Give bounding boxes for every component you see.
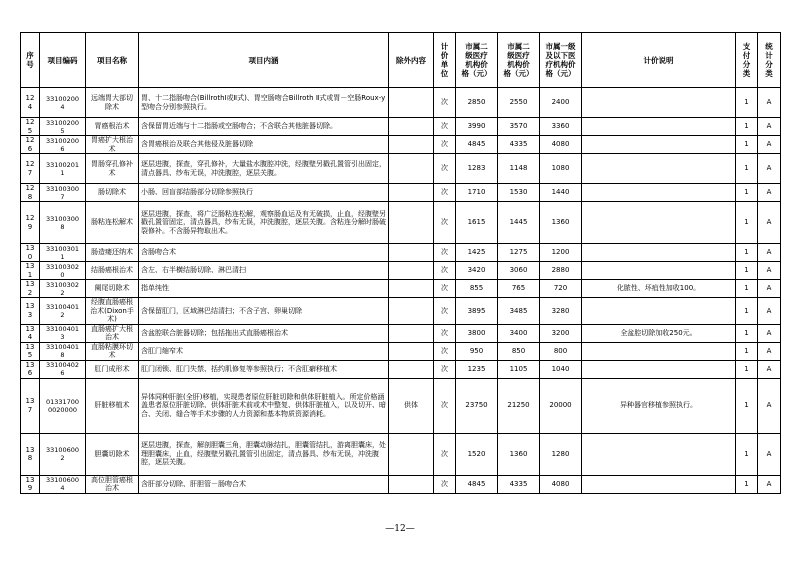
row-exclude (389, 433, 434, 475)
row-pay-class: 1 (736, 324, 758, 342)
row-price-3: 2880 (540, 262, 582, 280)
row-code: 33100402 6 (40, 360, 86, 378)
row-stat-class: A (758, 342, 781, 360)
table-row (21, 360, 781, 378)
row-content: 含保留胃近端与十二指肠或空肠吻合；不含联合其他脏器切除。 (139, 118, 389, 136)
table-row (21, 342, 781, 360)
row-exclude (389, 342, 434, 360)
row-content: 含盆腔联合脏器切除；包括拖出式直肠癌根治术 (139, 324, 389, 342)
row-stat-class: A (758, 136, 781, 154)
row-code: 01331700 0020000 (40, 378, 86, 433)
row-name: 阑尾切除术 (86, 280, 139, 298)
row-unit: 次 (434, 433, 456, 475)
row-name: 直肠粘膜环切术 (86, 342, 139, 360)
row-price-1: 3990 (456, 118, 498, 136)
row-seq: 13 2 (21, 280, 40, 298)
row-unit: 次 (434, 298, 456, 325)
row-code: 33100200 5 (40, 118, 86, 136)
row-price-3: 20000 (540, 378, 582, 433)
row-name: 经腹直肠癌根治术(Dixon手术) (86, 298, 139, 325)
row-pay-class: 1 (736, 244, 758, 262)
row-price-3: 4080 (540, 475, 582, 493)
row-price-2: 3570 (498, 118, 540, 136)
row-pay-class: 1 (736, 154, 758, 184)
row-exclude (389, 280, 434, 298)
row-note (582, 202, 736, 244)
row-seq: 12 9 (21, 202, 40, 244)
row-pay-class: 1 (736, 475, 758, 493)
row-pay-class: 1 (736, 298, 758, 325)
row-unit: 次 (434, 360, 456, 378)
row-price-1: 4845 (456, 136, 498, 154)
row-seq: 13 6 (21, 360, 40, 378)
row-note (582, 118, 736, 136)
row-name: 肝脏移植术 (86, 378, 139, 433)
row-exclude (389, 136, 434, 154)
row-code: 33100302 0 (40, 262, 86, 280)
row-price-1: 950 (456, 342, 498, 360)
row-price-3: 1360 (540, 202, 582, 244)
row-price-3: 3280 (540, 298, 582, 325)
row-price-2: 1148 (498, 154, 540, 184)
row-content: 逐层进腹，探查，解剖胆囊三角，胆囊动脉结扎，胆囊管结扎，游离胆囊床，处理胆囊床，止血，经腹壁另戳孔置管引出固定，清点器具、纱布无误，冲洗腹腔，逐层关腹。 (139, 433, 389, 475)
price-table (20, 32, 781, 494)
row-exclude (389, 154, 434, 184)
row-unit: 次 (434, 118, 456, 136)
row-price-3: 1200 (540, 244, 582, 262)
row-price-1: 855 (456, 280, 498, 298)
row-pay-class: 1 (736, 433, 758, 475)
row-exclude (389, 262, 434, 280)
row-seq: 13 9 (21, 475, 40, 493)
row-price-2: 1360 (498, 433, 540, 475)
row-exclude (389, 184, 434, 202)
row-content: 异体同种肝脏(全肝)移植，实现患者原位肝脏切除和供体肝脏植入。所定价格涵盖患者原位肝脏切除、供体肝脏术前或术中整复、供体肝脏植入，以及切开、暗合、关闭、缝合等手术步骤的人力资源和基本物质资源消耗。 (139, 378, 389, 433)
column-header: 项目内涵 (139, 33, 389, 88)
page-number: —12— (385, 524, 415, 534)
row-price-3: 3360 (540, 118, 582, 136)
row-note (582, 360, 736, 378)
table-row (21, 280, 781, 298)
row-name: 胃癌根治术 (86, 118, 139, 136)
row-price-1: 3800 (456, 324, 498, 342)
row-price-3: 1040 (540, 360, 582, 378)
row-stat-class: A (758, 262, 781, 280)
row-price-1: 2850 (456, 88, 498, 118)
row-price-3: 2400 (540, 88, 582, 118)
row-code: 33100200 4 (40, 88, 86, 118)
table-row (21, 244, 781, 262)
row-content: 含保留肛门，区域淋巴结清扫；不含子宫、卵巢切除 (139, 298, 389, 325)
row-code: 33100201 1 (40, 154, 86, 184)
row-unit: 次 (434, 342, 456, 360)
row-seq: 12 6 (21, 136, 40, 154)
row-unit: 次 (434, 475, 456, 493)
row-price-2: 1275 (498, 244, 540, 262)
row-price-1: 1235 (456, 360, 498, 378)
column-header: 市属二 级医疗 机构价 格（元） (498, 33, 540, 88)
row-code: 33100401 3 (40, 324, 86, 342)
row-note: 全盆腔切除加收250元。 (582, 324, 736, 342)
row-content: 含肠吻合术 (139, 244, 389, 262)
table-row (21, 433, 781, 475)
row-seq: 13 4 (21, 324, 40, 342)
row-seq: 13 8 (21, 433, 40, 475)
row-price-3: 720 (540, 280, 582, 298)
row-price-2: 1530 (498, 184, 540, 202)
row-stat-class: A (758, 88, 781, 118)
row-unit: 次 (434, 378, 456, 433)
row-note (582, 88, 736, 118)
row-code: 33100301 1 (40, 244, 86, 262)
row-note (582, 184, 736, 202)
row-price-1: 1710 (456, 184, 498, 202)
row-stat-class: A (758, 154, 781, 184)
row-seq: 13 1 (21, 262, 40, 280)
row-pay-class: 1 (736, 118, 758, 136)
row-unit: 次 (434, 244, 456, 262)
row-content: 含左、右半横结肠切除、淋巴清扫 (139, 262, 389, 280)
row-stat-class: A (758, 202, 781, 244)
row-name: 肠造瘘还纳术 (86, 244, 139, 262)
row-price-3: 1080 (540, 154, 582, 184)
row-stat-class: A (758, 298, 781, 325)
row-name: 胆囊切除术 (86, 433, 139, 475)
column-header: 市属二 级医疗 机构价 格（元） (456, 33, 498, 88)
row-exclude (389, 118, 434, 136)
row-pay-class: 1 (736, 262, 758, 280)
row-price-3: 1440 (540, 184, 582, 202)
column-header: 除外内容 (389, 33, 434, 88)
table-row (21, 324, 781, 342)
row-seq: 12 7 (21, 154, 40, 184)
row-note (582, 244, 736, 262)
row-note: 化脓性、坏疽性加收100。 (582, 280, 736, 298)
row-price-2: 3060 (498, 262, 540, 280)
row-note (582, 136, 736, 154)
row-content: 含肝部分切除、肝胆管－肠吻合术 (139, 475, 389, 493)
row-price-3: 3200 (540, 324, 582, 342)
row-name: 肠粘连松解术 (86, 202, 139, 244)
row-note (582, 475, 736, 493)
row-name: 胃肠穿孔修补术 (86, 154, 139, 184)
row-price-2: 2550 (498, 88, 540, 118)
row-unit: 次 (434, 184, 456, 202)
row-pay-class: 1 (736, 136, 758, 154)
row-name: 胃癌扩大根治术 (86, 136, 139, 154)
row-stat-class: A (758, 360, 781, 378)
row-note (582, 154, 736, 184)
row-price-2: 3485 (498, 298, 540, 325)
row-name: 远端胃大部切除术 (86, 88, 139, 118)
row-pay-class: 1 (736, 88, 758, 118)
row-pay-class: 1 (736, 280, 758, 298)
table-row (21, 88, 781, 118)
row-code: 33100401 8 (40, 342, 86, 360)
table-row (21, 202, 781, 244)
table-row (21, 136, 781, 154)
table-body (21, 88, 781, 494)
row-unit: 次 (434, 154, 456, 184)
row-stat-class: A (758, 324, 781, 342)
column-header: 序 号 (21, 33, 40, 88)
table-row (21, 118, 781, 136)
column-header: 市属一级 及以下医 疗机构价 格（元） (540, 33, 582, 88)
row-stat-class: A (758, 280, 781, 298)
column-header: 项目名称 (86, 33, 139, 88)
row-price-2: 21250 (498, 378, 540, 433)
row-price-2: 3400 (498, 324, 540, 342)
row-price-2: 4335 (498, 475, 540, 493)
row-stat-class: A (758, 378, 781, 433)
row-seq: 12 5 (21, 118, 40, 136)
row-seq: 13 5 (21, 342, 40, 360)
row-content: 肛门闭锁、肛门失禁、括约肌修复等参照执行；不含肛癖移植术 (139, 360, 389, 378)
row-note: 异种器官移植参照执行。 (582, 378, 736, 433)
row-price-2: 1105 (498, 360, 540, 378)
row-content: 逐层进腹，探查，将广泛肠粘连松解，观察肠血运及有无破损，止血，经腹壁另戳孔置管固定，清点器具，纱布无误，冲洗腹腔，逐层关腹。含粘连分解时肠破裂修补。不含肠异物取出术。 (139, 202, 389, 244)
row-note (582, 298, 736, 325)
row-exclude: 供体 (389, 378, 434, 433)
row-price-2: 4335 (498, 136, 540, 154)
row-seq: 12 4 (21, 88, 40, 118)
row-price-2: 765 (498, 280, 540, 298)
row-unit: 次 (434, 262, 456, 280)
row-name: 高位胆管癌根治术 (86, 475, 139, 493)
price-table-container (20, 32, 780, 494)
row-stat-class: A (758, 244, 781, 262)
row-code: 33100600 2 (40, 433, 86, 475)
row-price-1: 1520 (456, 433, 498, 475)
row-price-1: 1425 (456, 244, 498, 262)
row-price-3: 800 (540, 342, 582, 360)
row-exclude (389, 324, 434, 342)
row-seq: 12 8 (21, 184, 40, 202)
row-pay-class: 1 (736, 360, 758, 378)
row-price-3: 1280 (540, 433, 582, 475)
row-name: 肠切除术 (86, 184, 139, 202)
row-exclude (389, 244, 434, 262)
row-note (582, 342, 736, 360)
row-content: 逐层进腹，探查，穿孔修补，大量盐水腹腔冲洗，经腹壁另戳孔置管引出固定，清点器具、纱布无误，冲洗腹腔，逐层关腹。 (139, 154, 389, 184)
row-stat-class: A (758, 118, 781, 136)
row-content: 胃、十二指肠吻合(BillrothⅠ或Ⅱ式)、胃空肠吻合Billroth Ⅱ式或胃－空肠Roux-y型吻合分别参照执行。 (139, 88, 389, 118)
row-unit: 次 (434, 280, 456, 298)
row-code: 33100300 7 (40, 184, 86, 202)
row-note (582, 433, 736, 475)
row-exclude (389, 475, 434, 493)
row-content: 含肛门缩窄术 (139, 342, 389, 360)
row-unit: 次 (434, 136, 456, 154)
table-row (21, 154, 781, 184)
row-stat-class: A (758, 433, 781, 475)
row-name: 结肠癌根治术 (86, 262, 139, 280)
row-seq: 13 3 (21, 298, 40, 325)
row-price-1: 23750 (456, 378, 498, 433)
row-unit: 次 (434, 324, 456, 342)
row-price-1: 1283 (456, 154, 498, 184)
table-row (21, 184, 781, 202)
row-exclude (389, 298, 434, 325)
row-seq: 13 7 (21, 378, 40, 433)
table-row (21, 475, 781, 493)
row-code: 33100200 6 (40, 136, 86, 154)
row-exclude (389, 88, 434, 118)
row-name: 直肠癌扩大根治术 (86, 324, 139, 342)
row-pay-class: 1 (736, 342, 758, 360)
row-content: 小肠、回盲部结肠部分切除参照执行 (139, 184, 389, 202)
row-unit: 次 (434, 88, 456, 118)
column-header: 项目编码 (40, 33, 86, 88)
row-unit: 次 (434, 202, 456, 244)
row-price-1: 1615 (456, 202, 498, 244)
row-content: 指单纯性 (139, 280, 389, 298)
row-pay-class: 1 (736, 202, 758, 244)
row-code: 33100600 4 (40, 475, 86, 493)
table-row (21, 378, 781, 433)
row-exclude (389, 360, 434, 378)
row-stat-class: A (758, 475, 781, 493)
row-code: 33100401 2 (40, 298, 86, 325)
table-header-row (21, 33, 781, 88)
column-header: 支 付 分 类 (736, 33, 758, 88)
row-stat-class: A (758, 184, 781, 202)
column-header: 统 计 分 类 (758, 33, 781, 88)
row-price-3: 4080 (540, 136, 582, 154)
row-code: 33100300 8 (40, 202, 86, 244)
row-code: 33100302 2 (40, 280, 86, 298)
column-header: 计价说明 (582, 33, 736, 88)
row-content: 含胃癌根治及联合其他侵及脏器切除 (139, 136, 389, 154)
row-name: 肛门成形术 (86, 360, 139, 378)
row-exclude (389, 202, 434, 244)
row-pay-class: 1 (736, 378, 758, 433)
row-seq: 13 0 (21, 244, 40, 262)
table-row (21, 262, 781, 280)
row-price-1: 3895 (456, 298, 498, 325)
row-price-1: 3420 (456, 262, 498, 280)
row-price-1: 4845 (456, 475, 498, 493)
row-pay-class: 1 (736, 184, 758, 202)
column-header: 计 价 单 位 (434, 33, 456, 88)
row-price-2: 1445 (498, 202, 540, 244)
row-price-2: 850 (498, 342, 540, 360)
row-note (582, 262, 736, 280)
table-row (21, 298, 781, 325)
